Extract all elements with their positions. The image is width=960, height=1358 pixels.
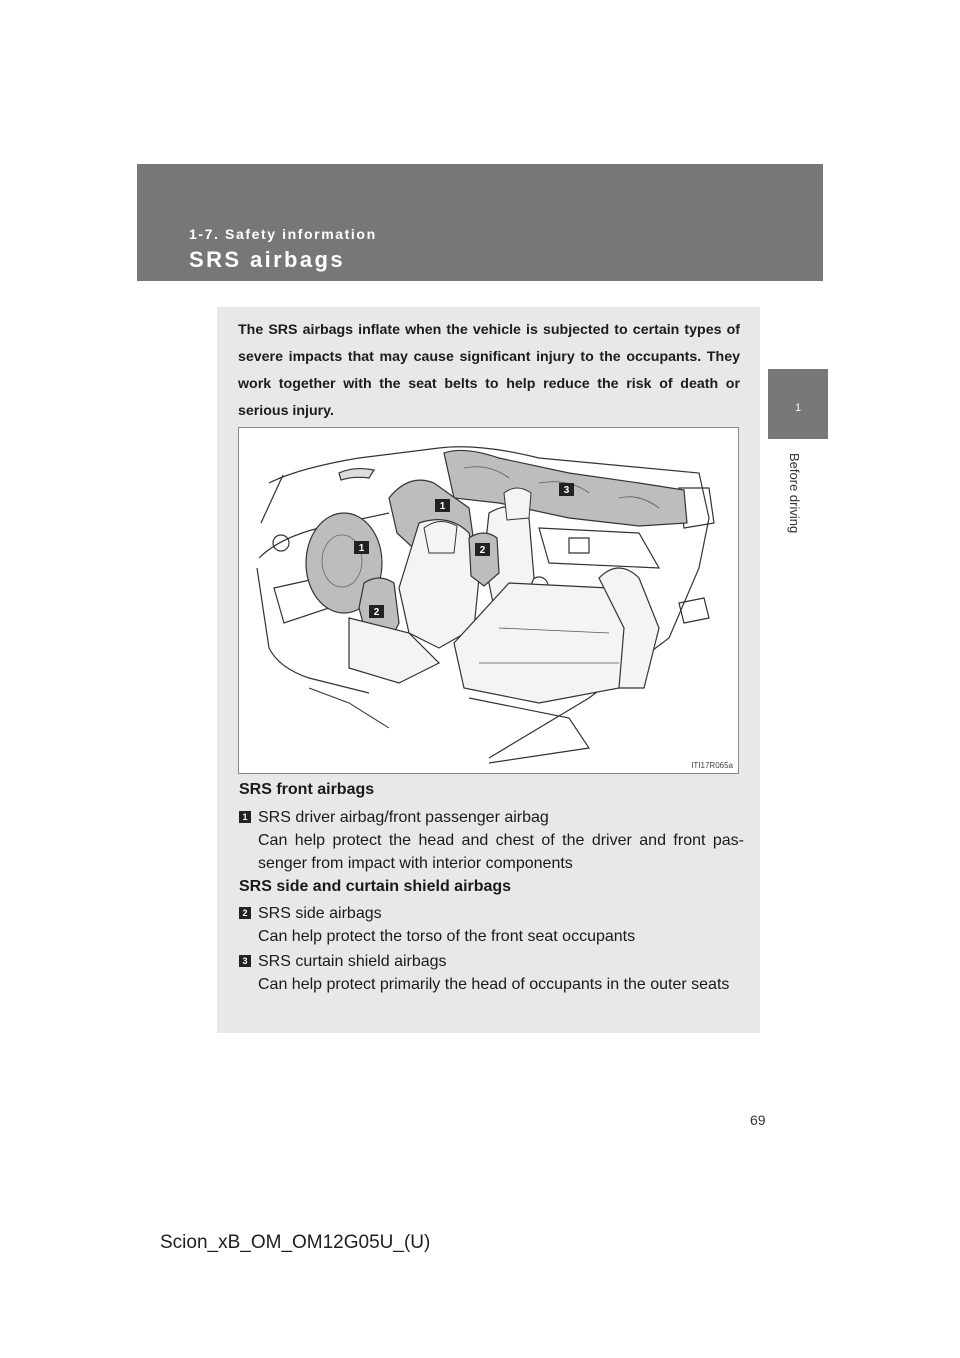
callout-label-2a: 2 [479, 545, 486, 556]
illustration-code: ITI17R065a [691, 761, 733, 770]
footer-document-code: Scion_xB_OM_OM12G05U_(U) [160, 1232, 431, 1253]
callout-label-3: 3 [563, 485, 570, 496]
chapter-tab [768, 369, 828, 439]
item-description: Can help protect the head and chest of the driver and front pas- senger from impact with interior components [258, 832, 744, 872]
item-badge: 1 [239, 811, 251, 823]
headrest-rear [504, 488, 531, 520]
door-panel [539, 528, 659, 568]
chapter-name: Before driving [787, 453, 802, 534]
rear-seat-cushion [454, 583, 629, 703]
item-description: Can help protect the torso of the front seat occupants [258, 928, 636, 945]
callout-label-1b: 1 [358, 543, 365, 554]
item-badge: 3 [239, 955, 251, 967]
item-badge: 2 [239, 907, 251, 919]
item-title: SRS driver airbag/front passenger airbag [258, 809, 549, 826]
item-title: SRS side airbags [258, 905, 382, 922]
group-title-side-curtain: SRS side and curtain shield airbags [239, 878, 512, 895]
callout-label-2b: 2 [373, 607, 380, 618]
floor-line [469, 698, 589, 763]
group-title-front: SRS front airbags [239, 781, 375, 798]
car-interior-illustration [239, 428, 738, 773]
section-label: 1-7. Safety information [189, 226, 377, 242]
vent-left [273, 535, 289, 551]
chapter-number: 1 [794, 402, 802, 414]
page-title: SRS airbags [189, 247, 346, 272]
rear-trim [679, 598, 709, 623]
intro-paragraph: The SRS airbags inflate when the vehicle is subjected to certain types of severe impacts that may cause significant injury to the occupants. They work together with the seat belts to help reduce the risk of death or serious injury. [238, 322, 740, 419]
floor-front [309, 688, 389, 728]
rear-view-mirror [339, 469, 374, 480]
item-title: SRS curtain shield airbags [258, 953, 447, 970]
door-handle [569, 538, 589, 553]
page-number: 69 [750, 1112, 766, 1128]
item-description: Can help protect primarily the head of occupants in the outer seats [258, 976, 730, 993]
callout-label-1a: 1 [439, 501, 446, 512]
airbag-illustration [238, 427, 739, 774]
